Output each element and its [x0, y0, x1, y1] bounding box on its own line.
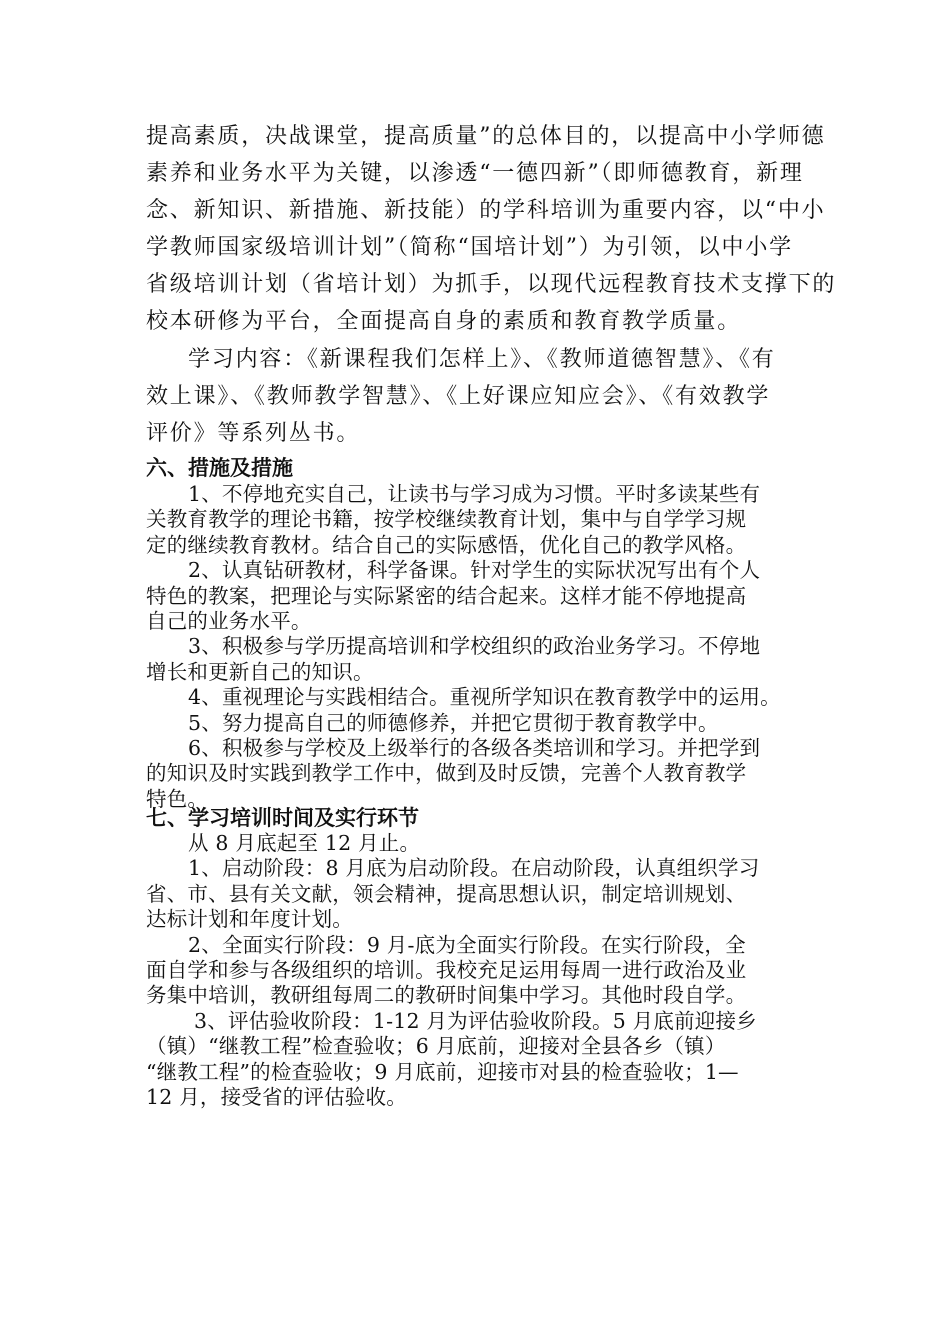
- paragraph-line: “继教工程”的检查验收；9 月底前，迎接市对县的检查验收；1—: [146, 1059, 739, 1084]
- paragraph-line: 关教育教学的理论书籍，按学校继续教育计划，集中与自学学习规: [146, 507, 747, 532]
- paragraph-line: 的知识及时实践到教学工作中，做到及时反馈，完善个人教育教学: [146, 761, 747, 786]
- paragraph-line: 1、不停地充实自己，让读书与学习成为习惯。平时多读某些有: [188, 482, 761, 506]
- learning-content-paragraph: [146, 341, 776, 452]
- paragraph-line: 评价》等系列丛书。: [146, 421, 361, 446]
- paragraph-line: 学习内容：《新课程我们怎样上》、《教师道德智慧》、《有: [188, 347, 776, 372]
- paragraph-line: 达标计划和年度计划。: [146, 907, 353, 932]
- paragraph-line: 4、重视理论与实践相结合。重视所学知识在教育教学中的运用。: [188, 685, 781, 710]
- paragraph-line: 念、新知识、新措施、新技能）的学科培训为重要内容，以“中小: [146, 198, 826, 223]
- paragraph-line: 省级培训计划（省培计划）为抓手，以现代远程教育技术支撑下的: [146, 272, 837, 297]
- paragraph-line: 从 8 月底起至 12 月止。: [188, 831, 421, 855]
- paragraph-line: 素养和业务水平为关键，以渗透“一德四新”（即师德教育，新理: [146, 161, 804, 186]
- paragraph-line: 校本研修为平台，全面提高自身的素质和教育教学质量。: [146, 309, 742, 334]
- paragraph-line: 特色的教案，把理论与实际紧密的结合起来。这样才能不停地提高: [146, 583, 747, 608]
- section-six-heading: 六、措施及措施: [146, 456, 293, 480]
- section-seven-heading: 七、学习培训时间及实行环节: [146, 806, 419, 830]
- paragraph-line: 5、努力提高自己的师德修养，并把它贯彻于教育教学中。: [188, 710, 719, 735]
- paragraph-line: （镇）“继教工程”检查验收；6 月底前，迎接对全县各乡（镇）: [146, 1034, 726, 1059]
- paragraph-line: 学教师国家级培训计划”（简称“国培计划”）为引领，以中小学: [146, 235, 793, 260]
- paragraph-line: 3、积极参与学历提高培训和学校组织的政治业务学习。不停地: [188, 634, 761, 659]
- paragraph-line: 增长和更新自己的知识。: [146, 659, 374, 684]
- section-six-body: [146, 482, 781, 812]
- paragraph-line: 特色。: [146, 786, 209, 811]
- paragraph-line: 6、积极参与学校及上级举行的各级各类培训和学习。并把学到: [188, 735, 761, 760]
- paragraph-line: 提高素质，决战课堂，提高质量”的总体目的，以提高中小学师德: [146, 124, 826, 149]
- paragraph-line: 省、市、县有关文献，领会精神，提高思想认识，制定培训规划、: [146, 881, 747, 906]
- paragraph-line: 3、评估验收阶段：1-12 月为评估验收阶段。5 月底前迎接乡: [194, 1008, 757, 1033]
- section-seven-body: [146, 831, 759, 1110]
- paragraph-line: 效上课》、《教师教学智慧》、《上好课应知应会》、《有效教学: [146, 384, 771, 409]
- paragraph-line: 12 月，接受省的评估验收。: [146, 1084, 407, 1109]
- paragraph-line: 1、启动阶段：8 月底为启动阶段。在启动阶段，认真组织学习: [188, 856, 760, 881]
- paragraph-line: 2、认真钻研教材，科学备课。针对学生的实际状况写出有个人: [188, 558, 761, 583]
- paragraph-line: 2、全面实行阶段：9 月-底为全面实行阶段。在实行阶段，全: [188, 932, 746, 957]
- paragraph-line: 定的继续教育教材。结合自己的实际感悟，优化自己的教学风格。: [146, 532, 747, 557]
- intro-paragraph: [146, 118, 836, 340]
- paragraph-line: 自己的业务水平。: [146, 608, 312, 633]
- paragraph-line: 面自学和参与各级组织的培训。我校充足运用每周一进行政治及业: [146, 957, 747, 982]
- paragraph-line: 务集中培训，教研组每周二的教研时间集中学习。其他时段自学。: [146, 983, 747, 1008]
